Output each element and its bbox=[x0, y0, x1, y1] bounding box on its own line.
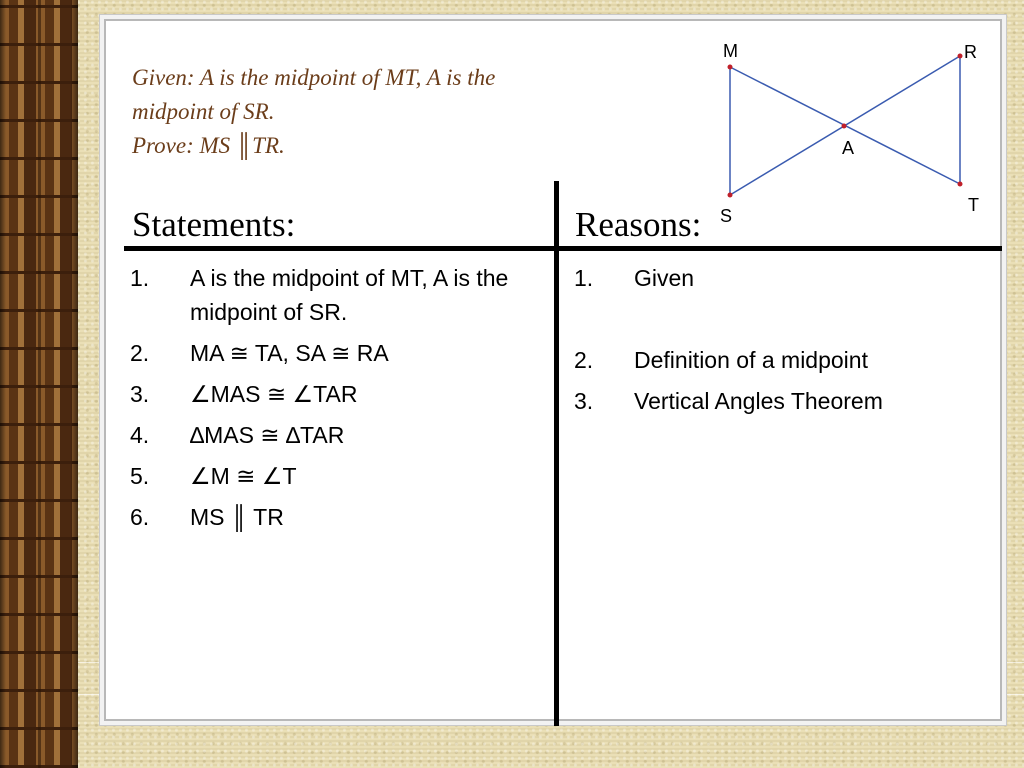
given-line-2: midpoint of SR. bbox=[132, 99, 275, 124]
statement-number: 1. bbox=[130, 265, 150, 291]
statement-text: MS ║ TR bbox=[190, 504, 284, 530]
border-groove bbox=[38, 0, 41, 768]
reasons-list bbox=[574, 261, 994, 418]
prove-line: Prove: MS ║TR. bbox=[132, 133, 285, 158]
label-T: T bbox=[968, 195, 979, 215]
reason-text: Definition of a midpoint bbox=[634, 347, 868, 373]
label-S: S bbox=[720, 206, 733, 226]
statement-text: A is the midpoint of MT, A is the midpoint of SR. bbox=[190, 265, 509, 325]
statement-number: 2. bbox=[130, 340, 150, 366]
statement-item bbox=[130, 459, 540, 493]
table-column-divider bbox=[554, 181, 559, 726]
statement-item bbox=[130, 418, 540, 452]
statement-number: 6. bbox=[130, 504, 150, 530]
statement-item bbox=[130, 500, 540, 534]
point-M bbox=[728, 65, 733, 70]
point-A bbox=[842, 124, 847, 129]
reason-item bbox=[574, 343, 994, 377]
point-T bbox=[958, 182, 963, 187]
statement-item bbox=[130, 261, 540, 329]
statement-text: ∆MAS ≅ ∆TAR bbox=[190, 422, 345, 448]
given-line-1: Given: A is the midpoint of MT, A is the bbox=[132, 65, 496, 90]
label-A: A bbox=[842, 138, 855, 158]
point-R bbox=[958, 54, 963, 59]
reason-text: Given bbox=[634, 265, 695, 291]
reason-number: 2. bbox=[574, 347, 594, 373]
reason-text: Vertical Angles Theorem bbox=[634, 388, 883, 414]
statement-item bbox=[130, 377, 540, 411]
statements-header: Statements: bbox=[132, 205, 296, 244]
reason-number: 1. bbox=[574, 265, 594, 291]
point-S bbox=[728, 193, 733, 198]
reason-item bbox=[574, 384, 994, 418]
label-R: R bbox=[964, 42, 977, 62]
table-header-rule bbox=[124, 246, 1002, 251]
decorative-wood-border bbox=[0, 0, 78, 768]
reason-number: 3. bbox=[574, 388, 594, 414]
statement-number: 5. bbox=[130, 463, 150, 489]
given-prove-text bbox=[132, 61, 612, 163]
statement-text: MA ≅ TA, SA ≅ RA bbox=[190, 340, 389, 366]
statement-text: ∠M ≅ ∠T bbox=[190, 463, 297, 489]
statement-number: 4. bbox=[130, 422, 150, 448]
label-M: M bbox=[723, 41, 738, 61]
bowtie-figure bbox=[706, 35, 996, 235]
reasons-header: Reasons: bbox=[575, 205, 702, 244]
statements-list bbox=[130, 261, 540, 534]
bowtie-diagram bbox=[706, 35, 996, 235]
reason-item bbox=[574, 261, 994, 295]
statement-item bbox=[130, 336, 540, 370]
slide bbox=[104, 19, 1002, 721]
statement-text: ∠MAS ≅ ∠TAR bbox=[190, 381, 358, 407]
statement-number: 3. bbox=[130, 381, 150, 407]
